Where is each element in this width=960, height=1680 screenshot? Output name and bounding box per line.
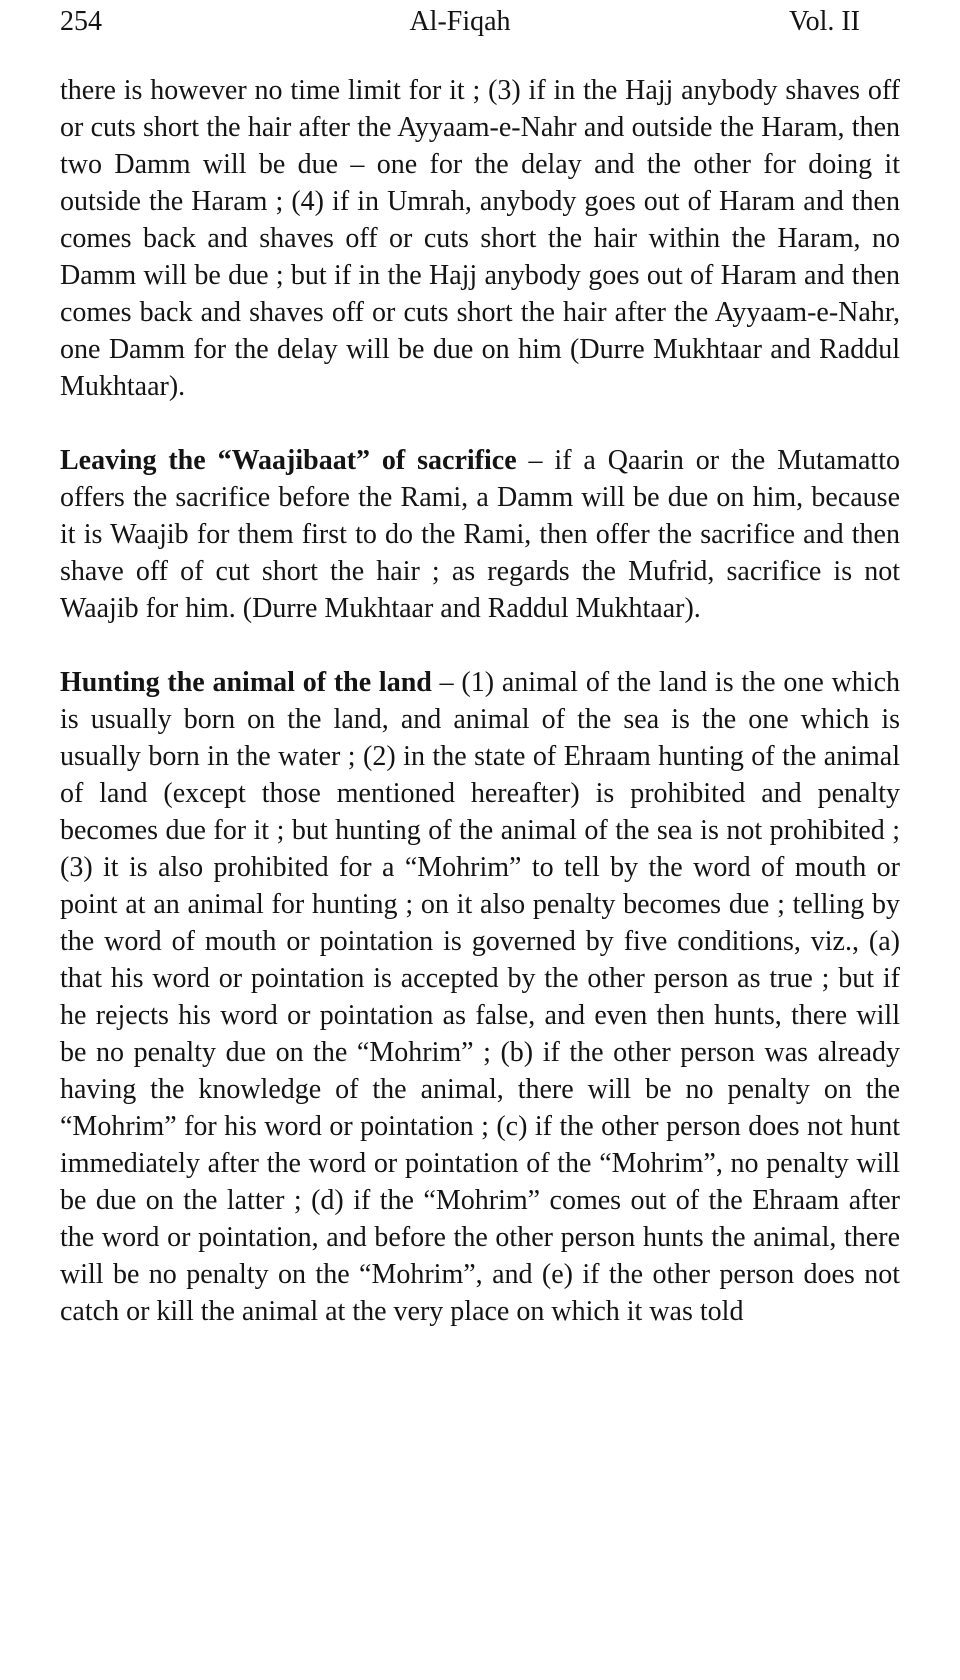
running-header <box>60 2 860 42</box>
book-title: Al-Fiqah <box>409 6 511 37</box>
paragraph-hunting-land-animal <box>60 664 900 1330</box>
paragraph-text: – if a Qaarin or the Mutamatto offers the sacrifice before the Rami, a Damm will be due on him, because it is Waajib for them first to do the Rami, then offer the sacrifice and then shave off of cut short the hair ; as regards the Mufrid, sacrifice is not Waajib for him. (Durre Mukhtaar and Raddul Mukhtaar). <box>60 445 900 624</box>
page-body <box>60 72 900 1367</box>
paragraph-text: there is however no time limit for it ; (3) if in the Hajj anybody shaves off or cuts short the hair after the Ayyaam-e-Nahr and outside the Haram, then two Damm will be due – one for the delay and the other for doing it outside the Haram ; (4) if in Umrah, anybody goes out of Haram and then comes back and shaves off or cuts short the hair within the Haram, no Damm will be due ; but if in the Hajj anybody goes out of Haram and then comes back and shaves off or cuts short the hair after the Ayyaam-e-Nahr, one Damm for the delay will be due on him (Durre Mukhtaar and Raddul Mukhtaar). <box>60 75 900 402</box>
paragraph-heading: Hunting the animal of the land <box>60 667 432 698</box>
page-number: 254 <box>60 6 102 37</box>
paragraph-continuation <box>60 72 900 405</box>
paragraph-text: – (1) animal of the land is the one which is usually born on the land, and animal of the sea is the one which is usually born in the water ; (2) in the state of Ehraam hunting of the animal of land (except those mentioned hereafter) is prohibited and penalty becomes due for it ; but hunting of the animal of the sea is not prohibited ; (3) it is also prohibited for a “Mohrim” to tell by the word of mouth or point at an animal for hunting ; on it also penalty becomes due ; telling by the word of mouth or pointation is governed by five conditions, viz., (a) that his word or pointation is accepted by the other person as true ; but if he rejects his word or pointation as false, and even then hunts, there will be no penalty due on the “Mohrim” ; (b) if the other person was already having the knowledge of the animal, there will be no penalty on the “Mohrim” for his word or pointation ; (c) if the other person does not hunt immediately after the word or pointation of the “Mohrim”, no penalty will be due on the latter ; (d) if the “Mohrim” comes out of the Ehraam after the word or pointation, and before the other person hunts the animal, there will be no penalty on the “Mohrim”, and (e) if the other person does not catch or kill the animal at the very place on which it was told <box>60 667 900 1327</box>
volume-label: Vol. II <box>788 6 860 37</box>
paragraph-waajibaat-sacrifice <box>60 442 900 627</box>
paragraph-heading: Leaving the “Waajibaat” of sacrifice <box>60 445 517 476</box>
